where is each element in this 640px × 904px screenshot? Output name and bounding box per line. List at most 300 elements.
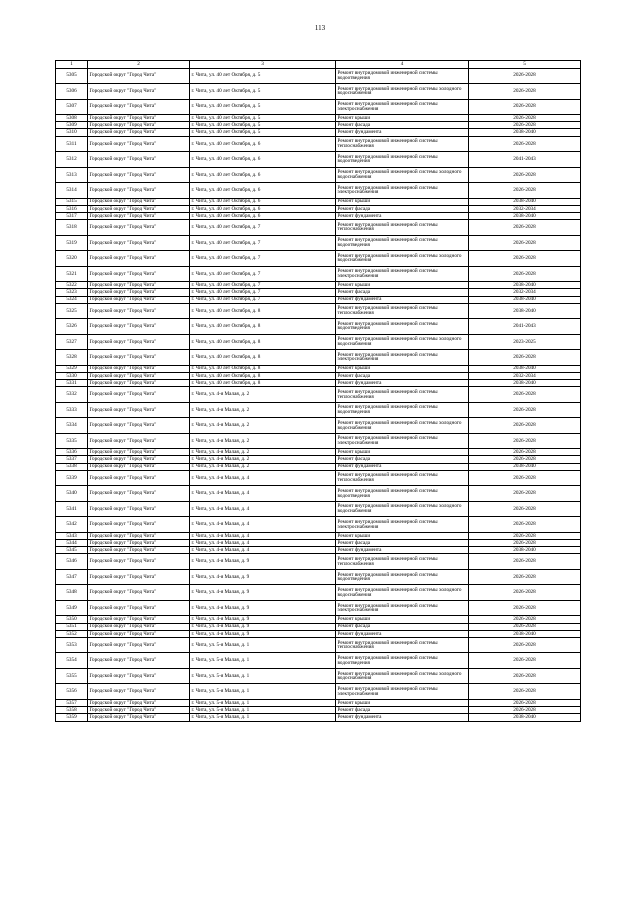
period-cell: 2026-2028 [469,532,581,539]
period-cell: 2026-2028 [469,707,581,714]
row-number-cell: 5325 [56,303,88,319]
row-number-cell: 5322 [56,282,88,289]
address-cell: г. Чита, ул. 4-я Малая, д. 2 [190,433,336,449]
period-cell: 2026-2028 [469,569,581,585]
address-cell: г. Чита, ул. 40 лет Октября, д. 5 [190,99,336,115]
column-header-4: 4 [336,61,469,69]
address-cell: г. Чита, ул. 40 лет Октября, д. 6 [190,136,336,152]
period-cell: 2026-2028 [469,600,581,616]
table-row [56,212,581,219]
row-number-cell: 5316 [56,205,88,212]
period-cell: 2026-2028 [469,350,581,366]
row-number-cell: 5311 [56,136,88,152]
work-type-cell: Ремонт внутридомовой инженерной системы водоотведения [336,68,469,84]
work-type-cell: Ремонт фундамента [336,547,469,554]
table-row [56,486,581,502]
period-cell: 2026-2028 [469,402,581,418]
table-row [56,433,581,449]
address-cell: г. Чита, ул. 40 лет Октября, д. 7 [190,289,336,296]
table-row [56,463,581,470]
row-number-cell: 5329 [56,365,88,372]
period-cell: 2026-2028 [469,235,581,251]
municipality-cell: Городской округ "Город Чита" [88,456,190,463]
address-cell: г. Чита, ул. 40 лет Октября, д. 5 [190,68,336,84]
municipality-cell: Городской округ "Город Чита" [88,616,190,623]
work-type-cell: Ремонт фундамента [336,714,469,721]
municipality-cell: Городской округ "Город Чита" [88,183,190,199]
table-row [56,380,581,387]
period-cell: 2038-2040 [469,198,581,205]
municipality-cell: Городской округ "Город Чита" [88,653,190,669]
address-cell: г. Чита, ул. 40 лет Октября, д. 8 [190,372,336,379]
work-type-cell: Ремонт внутридомовой инженерной системы теплоснабжения [336,303,469,319]
period-cell: 2026-2028 [469,699,581,706]
municipality-cell: Городской округ "Город Чита" [88,68,190,84]
table-row [56,517,581,533]
table-row [56,266,581,282]
municipality-cell: Городской округ "Город Чита" [88,630,190,637]
period-cell: 2026-2028 [469,99,581,115]
table-row [56,684,581,700]
row-number-cell: 5312 [56,152,88,168]
work-type-cell: Ремонт крыши [336,365,469,372]
period-cell: 2026-2028 [469,266,581,282]
work-type-cell: Ремонт фасада [336,540,469,547]
row-number-cell: 5350 [56,616,88,623]
table-row [56,402,581,418]
address-cell: г. Чита, ул. 5-я Малая, д. 1 [190,699,336,706]
work-type-cell: Ремонт внутридомовой инженерной системы электроснабжения [336,517,469,533]
period-cell: 2038-2040 [469,296,581,303]
municipality-cell: Городской округ "Город Чита" [88,251,190,267]
work-type-cell: Ремонт внутридомовой инженерной системы холодного водоснабжения [336,668,469,684]
row-number-cell: 5342 [56,517,88,533]
period-cell: 2026-2028 [469,470,581,486]
work-type-cell: Ремонт крыши [336,198,469,205]
period-cell: 2026-2028 [469,585,581,601]
table-row [56,136,581,152]
municipality-cell: Городской округ "Город Чита" [88,380,190,387]
work-type-cell: Ремонт внутридомовой инженерной системы холодного водоснабжения [336,167,469,183]
row-number-cell: 5357 [56,699,88,706]
address-cell: г. Чита, ул. 40 лет Октября, д. 7 [190,220,336,236]
row-number-cell: 5352 [56,630,88,637]
municipality-cell: Городской округ "Город Чита" [88,449,190,456]
row-number-cell: 5306 [56,84,88,100]
row-number-cell: 5330 [56,372,88,379]
period-cell: 2026-2028 [469,220,581,236]
table-header-row [56,61,581,69]
table-row [56,99,581,115]
work-type-cell: Ремонт внутридомовой инженерной системы теплоснабжения [336,387,469,403]
table-row [56,456,581,463]
address-cell: г. Чита, ул. 4-я Малая, д. 4 [190,517,336,533]
address-cell: г. Чита, ул. 40 лет Октября, д. 6 [190,152,336,168]
table-row [56,630,581,637]
work-type-cell: Ремонт крыши [336,699,469,706]
address-cell: г. Чита, ул. 40 лет Октября, д. 6 [190,183,336,199]
work-type-cell: Ремонт фундамента [336,463,469,470]
work-type-cell: Ремонт внутридомовой инженерной системы водоотведения [336,402,469,418]
work-type-cell: Ремонт крыши [336,282,469,289]
period-cell: 2038-2040 [469,714,581,721]
row-number-cell: 5343 [56,532,88,539]
period-cell: 2041-2043 [469,319,581,335]
table-row [56,84,581,100]
municipality-cell: Городской округ "Город Чита" [88,136,190,152]
municipality-cell: Городской округ "Город Чита" [88,623,190,630]
work-type-cell: Ремонт внутридомовой инженерной системы электроснабжения [336,183,469,199]
row-number-cell: 5346 [56,554,88,570]
municipality-cell: Городской округ "Город Чита" [88,486,190,502]
row-number-cell: 5331 [56,380,88,387]
table-row [56,303,581,319]
address-cell: г. Чита, ул. 40 лет Октября, д. 7 [190,235,336,251]
address-cell: г. Чита, ул. 40 лет Октября, д. 6 [190,198,336,205]
municipality-cell: Городской округ "Город Чита" [88,585,190,601]
municipality-cell: Городской округ "Город Чита" [88,289,190,296]
period-cell: 2026-2028 [469,653,581,669]
repair-schedule-table [55,60,581,722]
period-cell: 2026-2028 [469,122,581,129]
period-cell: 2026-2028 [469,418,581,434]
work-type-cell: Ремонт внутридомовой инженерной системы водоотведения [336,235,469,251]
municipality-cell: Городской округ "Город Чита" [88,463,190,470]
period-cell: 2038-2040 [469,463,581,470]
period-cell: 2032-2034 [469,372,581,379]
row-number-cell: 5320 [56,251,88,267]
table-body [56,68,581,721]
row-number-cell: 5345 [56,547,88,554]
row-number-cell: 5307 [56,99,88,115]
table-row [56,220,581,236]
address-cell: г. Чита, ул. 5-я Малая, д. 1 [190,637,336,653]
work-type-cell: Ремонт крыши [336,449,469,456]
address-cell: г. Чита, ул. 40 лет Октября, д. 8 [190,380,336,387]
period-cell: 2032-2034 [469,205,581,212]
table-row [56,167,581,183]
table-row [56,387,581,403]
table-row [56,365,581,372]
row-number-cell: 5309 [56,122,88,129]
address-cell: г. Чита, ул. 4-я Малая, д. 2 [190,463,336,470]
work-type-cell: Ремонт внутридомовой инженерной системы электроснабжения [336,266,469,282]
municipality-cell: Городской округ "Город Чита" [88,235,190,251]
table-row [56,289,581,296]
municipality-cell: Городской округ "Город Чита" [88,84,190,100]
address-cell: г. Чита, ул. 40 лет Октября, д. 7 [190,282,336,289]
work-type-cell: Ремонт внутридомовой инженерной системы электроснабжения [336,99,469,115]
period-cell: 2026-2028 [469,637,581,653]
table-row [56,129,581,136]
work-type-cell: Ремонт внутридомовой инженерной системы теплоснабжения [336,637,469,653]
row-number-cell: 5324 [56,296,88,303]
municipality-cell: Городской округ "Город Чита" [88,334,190,350]
address-cell: г. Чита, ул. 4-я Малая, д. 9 [190,600,336,616]
row-number-cell: 5355 [56,668,88,684]
period-cell: 2038-2040 [469,630,581,637]
address-cell: г. Чита, ул. 4-я Малая, д. 2 [190,456,336,463]
municipality-cell: Городской округ "Город Чита" [88,554,190,570]
address-cell: г. Чита, ул. 40 лет Октября, д. 6 [190,167,336,183]
municipality-cell: Городской округ "Город Чита" [88,540,190,547]
table-row [56,183,581,199]
address-cell: г. Чита, ул. 40 лет Октября, д. 8 [190,350,336,366]
row-number-cell: 5339 [56,470,88,486]
municipality-cell: Городской округ "Город Чита" [88,532,190,539]
municipality-cell: Городской округ "Город Чита" [88,517,190,533]
row-number-cell: 5313 [56,167,88,183]
address-cell: г. Чита, ул. 5-я Малая, д. 1 [190,714,336,721]
period-cell: 2026-2028 [469,136,581,152]
table-row [56,350,581,366]
table-row [56,122,581,129]
row-number-cell: 5314 [56,183,88,199]
work-type-cell: Ремонт фасада [336,456,469,463]
address-cell: г. Чита, ул. 4-я Малая, д. 2 [190,402,336,418]
table-row [56,653,581,669]
municipality-cell: Городской округ "Город Чита" [88,198,190,205]
address-cell: г. Чита, ул. 40 лет Октября, д. 7 [190,296,336,303]
period-cell: 2041-2043 [469,152,581,168]
address-cell: г. Чита, ул. 40 лет Октября, д. 5 [190,84,336,100]
row-number-cell: 5347 [56,569,88,585]
work-type-cell: Ремонт фундамента [336,380,469,387]
address-cell: г. Чита, ул. 4-я Малая, д. 9 [190,554,336,570]
work-type-cell: Ремонт внутридомовой инженерной системы холодного водоснабжения [336,585,469,601]
table-row [56,569,581,585]
row-number-cell: 5332 [56,387,88,403]
page-number: 113 [314,24,326,32]
period-cell: 2026-2028 [469,167,581,183]
table-row [56,470,581,486]
table-row [56,501,581,517]
row-number-cell: 5321 [56,266,88,282]
address-cell: г. Чита, ул. 4-я Малая, д. 2 [190,418,336,434]
row-number-cell: 5353 [56,637,88,653]
table-row [56,68,581,84]
municipality-cell: Городской округ "Город Чита" [88,122,190,129]
municipality-cell: Городской округ "Город Чита" [88,282,190,289]
municipality-cell: Городской округ "Город Чита" [88,350,190,366]
row-number-cell: 5328 [56,350,88,366]
table-row [56,418,581,434]
row-number-cell: 5315 [56,198,88,205]
municipality-cell: Городской округ "Город Чита" [88,296,190,303]
municipality-cell: Городской округ "Город Чита" [88,167,190,183]
period-cell: 2026-2028 [469,668,581,684]
municipality-cell: Городской округ "Город Чита" [88,501,190,517]
row-number-cell: 5356 [56,684,88,700]
table-row [56,547,581,554]
table-row [56,699,581,706]
period-cell: 2026-2028 [469,486,581,502]
column-header-5: 5 [469,61,581,69]
work-type-cell: Ремонт внутридомовой инженерной системы водоотведения [336,319,469,335]
column-header-1: 1 [56,61,88,69]
row-number-cell: 5333 [56,402,88,418]
period-cell: 2026-2028 [469,616,581,623]
row-number-cell: 5358 [56,707,88,714]
municipality-cell: Городской округ "Город Чита" [88,152,190,168]
address-cell: г. Чита, ул. 4-я Малая, д. 4 [190,470,336,486]
table-row [56,600,581,616]
municipality-cell: Городской округ "Город Чита" [88,205,190,212]
municipality-cell: Городской округ "Город Чита" [88,99,190,115]
municipality-cell: Городской округ "Город Чита" [88,418,190,434]
table-row [56,449,581,456]
work-type-cell: Ремонт внутридомовой инженерной системы холодного водоснабжения [336,418,469,434]
work-type-cell: Ремонт внутридомовой инженерной системы теплоснабжения [336,220,469,236]
period-cell: 2026-2028 [469,251,581,267]
work-type-cell: Ремонт фундамента [336,630,469,637]
address-cell: г. Чита, ул. 4-я Малая, д. 9 [190,569,336,585]
work-type-cell: Ремонт внутридомовой инженерной системы холодного водоснабжения [336,501,469,517]
address-cell: г. Чита, ул. 4-я Малая, д. 9 [190,585,336,601]
work-type-cell: Ремонт внутридомовой инженерной системы холодного водоснабжения [336,251,469,267]
row-number-cell: 5338 [56,463,88,470]
period-cell: 2038-2040 [469,303,581,319]
period-cell: 2026-2028 [469,684,581,700]
work-type-cell: Ремонт внутридомовой инженерной системы электроснабжения [336,600,469,616]
table-row [56,585,581,601]
work-type-cell: Ремонт внутридомовой инженерной системы электроснабжения [336,684,469,700]
period-cell: 2038-2040 [469,365,581,372]
period-cell: 2026-2028 [469,517,581,533]
table-row [56,714,581,721]
address-cell: г. Чита, ул. 40 лет Октября, д. 7 [190,251,336,267]
period-cell: 2026-2028 [469,115,581,122]
period-cell: 2026-2028 [469,623,581,630]
municipality-cell: Городской округ "Город Чита" [88,547,190,554]
table-row [56,372,581,379]
municipality-cell: Городской округ "Город Чита" [88,319,190,335]
address-cell: г. Чита, ул. 40 лет Октября, д. 5 [190,129,336,136]
row-number-cell: 5337 [56,456,88,463]
row-number-cell: 5341 [56,501,88,517]
address-cell: г. Чита, ул. 40 лет Октября, д. 7 [190,266,336,282]
address-cell: г. Чита, ул. 4-я Малая, д. 4 [190,501,336,517]
work-type-cell: Ремонт внутридомовой инженерной системы теплоснабжения [336,554,469,570]
work-type-cell: Ремонт фасада [336,205,469,212]
address-cell: г. Чита, ул. 40 лет Октября, д. 5 [190,122,336,129]
row-number-cell: 5308 [56,115,88,122]
period-cell: 2026-2028 [469,68,581,84]
municipality-cell: Городской округ "Город Чита" [88,303,190,319]
work-type-cell: Ремонт внутридомовой инженерной системы холодного водоснабжения [336,334,469,350]
row-number-cell: 5349 [56,600,88,616]
municipality-cell: Городской округ "Город Чита" [88,266,190,282]
address-cell: г. Чита, ул. 4-я Малая, д. 4 [190,486,336,502]
address-cell: г. Чита, ул. 4-я Малая, д. 9 [190,616,336,623]
municipality-cell: Городской округ "Город Чита" [88,372,190,379]
municipality-cell: Городской округ "Город Чита" [88,402,190,418]
municipality-cell: Городской округ "Город Чита" [88,699,190,706]
period-cell: 2026-2028 [469,183,581,199]
work-type-cell: Ремонт фасада [336,372,469,379]
table-row [56,319,581,335]
row-number-cell: 5305 [56,68,88,84]
column-header-3: 3 [190,61,336,69]
row-number-cell: 5359 [56,714,88,721]
table-row [56,707,581,714]
municipality-cell: Городской округ "Город Чита" [88,433,190,449]
table-row [56,282,581,289]
address-cell: г. Чита, ул. 40 лет Октября, д. 8 [190,319,336,335]
period-cell: 2026-2028 [469,456,581,463]
work-type-cell: Ремонт фундамента [336,296,469,303]
address-cell: г. Чита, ул. 40 лет Октября, д. 5 [190,115,336,122]
period-cell: 2026-2028 [469,540,581,547]
row-number-cell: 5336 [56,449,88,456]
work-type-cell: Ремонт фасада [336,289,469,296]
row-number-cell: 5323 [56,289,88,296]
period-cell: 2038-2040 [469,547,581,554]
row-number-cell: 5348 [56,585,88,601]
table-row [56,205,581,212]
work-type-cell: Ремонт внутридомовой инженерной системы электроснабжения [336,433,469,449]
work-type-cell: Ремонт крыши [336,115,469,122]
row-number-cell: 5317 [56,212,88,219]
row-number-cell: 5344 [56,540,88,547]
period-cell: 2038-2040 [469,129,581,136]
table-row [56,637,581,653]
work-type-cell: Ремонт фундамента [336,212,469,219]
row-number-cell: 5354 [56,653,88,669]
work-type-cell: Ремонт внутридомовой инженерной системы водоотведения [336,152,469,168]
address-cell: г. Чита, ул. 5-я Малая, д. 1 [190,707,336,714]
period-cell: 2026-2028 [469,449,581,456]
row-number-cell: 5326 [56,319,88,335]
work-type-cell: Ремонт внутридомовой инженерной системы водоотведения [336,569,469,585]
table-row [56,251,581,267]
work-type-cell: Ремонт внутридомовой инженерной системы электроснабжения [336,350,469,366]
period-cell: 2026-2028 [469,433,581,449]
work-type-cell: Ремонт внутридомовой инженерной системы теплоснабжения [336,136,469,152]
address-cell: г. Чита, ул. 4-я Малая, д. 4 [190,547,336,554]
period-cell: 2038-2040 [469,282,581,289]
municipality-cell: Городской округ "Город Чита" [88,470,190,486]
address-cell: г. Чита, ул. 5-я Малая, д. 1 [190,668,336,684]
work-type-cell: Ремонт внутридомовой инженерной системы водоотведения [336,653,469,669]
table-row [56,198,581,205]
municipality-cell: Городской округ "Город Чита" [88,600,190,616]
row-number-cell: 5319 [56,235,88,251]
municipality-cell: Городской округ "Город Чита" [88,387,190,403]
column-header-2: 2 [88,61,190,69]
address-cell: г. Чита, ул. 5-я Малая, д. 1 [190,684,336,700]
table-row [56,532,581,539]
row-number-cell: 5340 [56,486,88,502]
municipality-cell: Городской округ "Город Чита" [88,212,190,219]
work-type-cell: Ремонт фасада [336,122,469,129]
period-cell: 2026-2028 [469,84,581,100]
period-cell: 2038-2040 [469,212,581,219]
period-cell: 2026-2028 [469,387,581,403]
municipality-cell: Городской округ "Город Чита" [88,569,190,585]
address-cell: г. Чита, ул. 4-я Малая, д. 9 [190,623,336,630]
municipality-cell: Городской округ "Город Чита" [88,707,190,714]
address-cell: г. Чита, ул. 40 лет Октября, д. 6 [190,205,336,212]
municipality-cell: Городской округ "Город Чита" [88,668,190,684]
municipality-cell: Городской округ "Город Чита" [88,220,190,236]
work-type-cell: Ремонт фасада [336,623,469,630]
row-number-cell: 5318 [56,220,88,236]
table-row [56,616,581,623]
table-row [56,235,581,251]
municipality-cell: Городской округ "Город Чита" [88,115,190,122]
municipality-cell: Городской округ "Город Чита" [88,129,190,136]
